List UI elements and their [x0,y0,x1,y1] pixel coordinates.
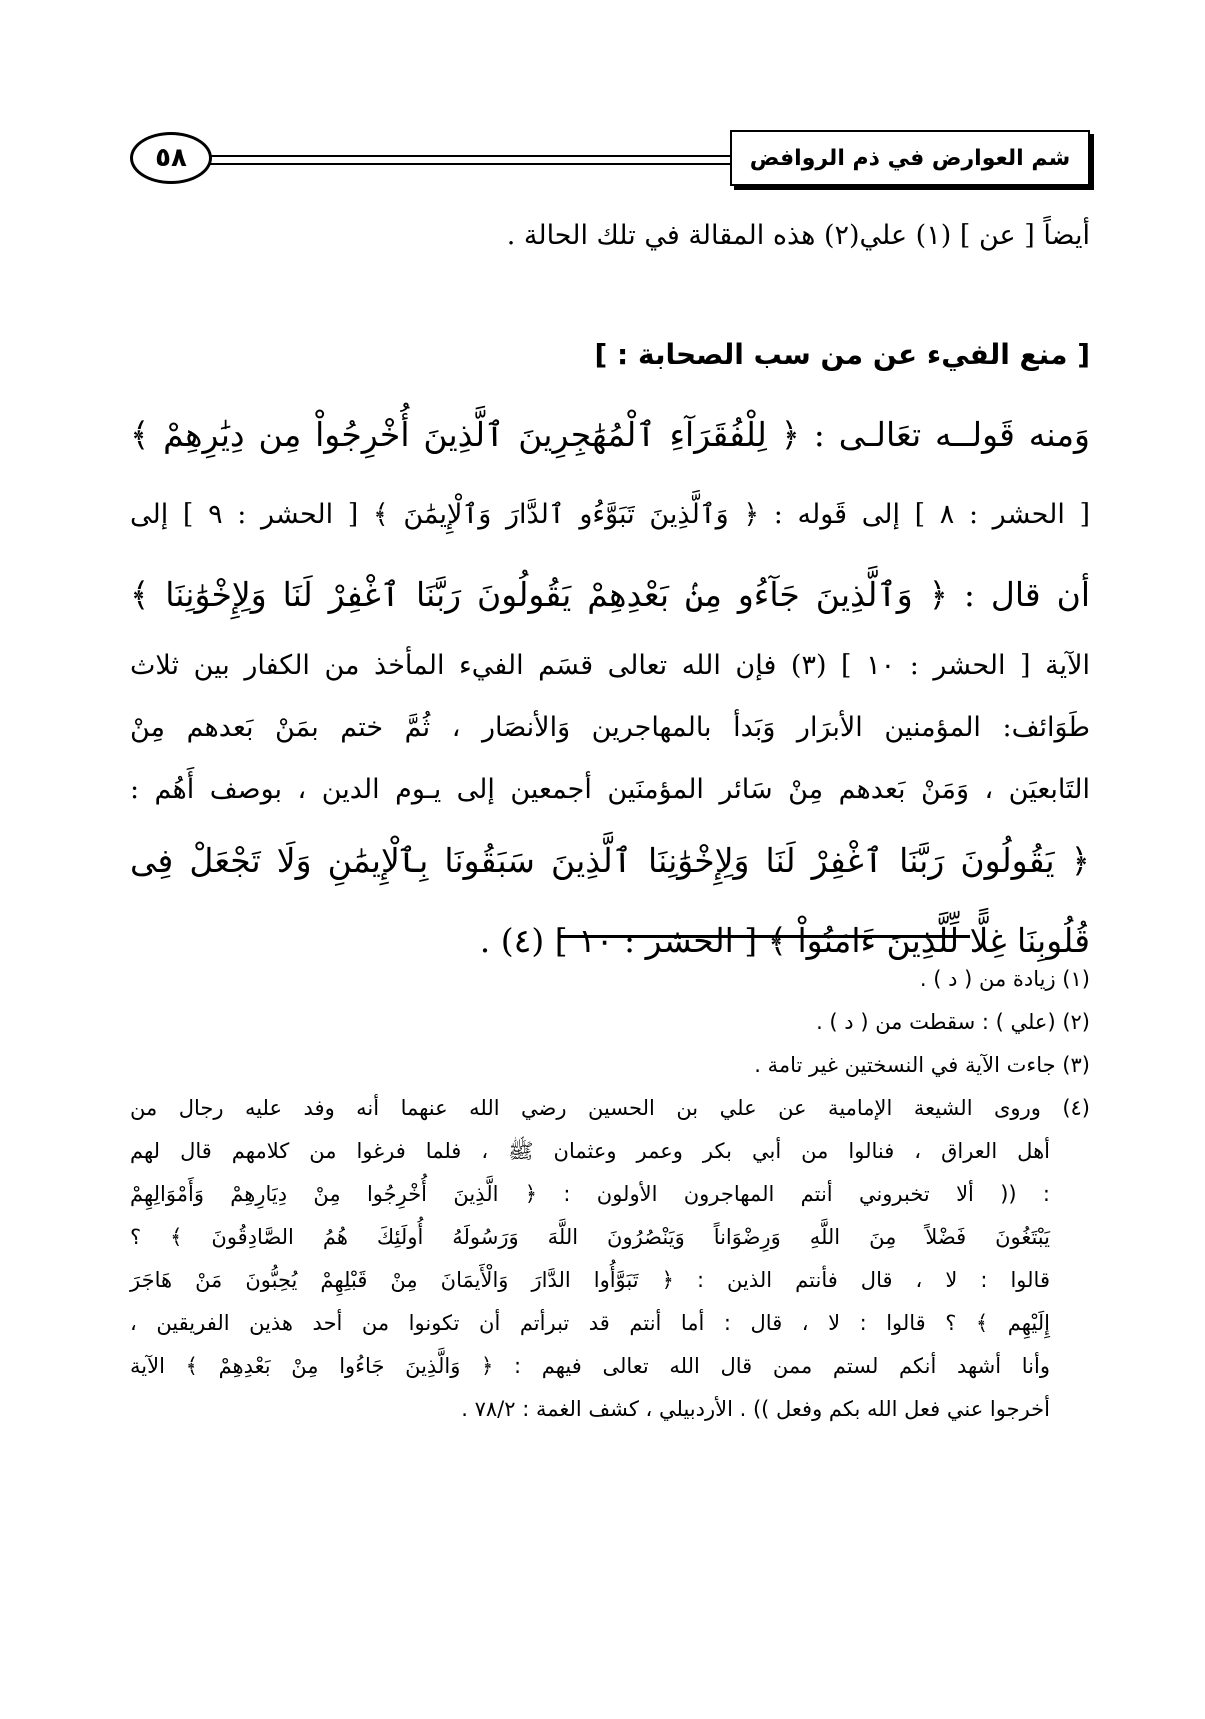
paragraph-line: [ الحشر : ٨ ] إلى قَوله : ﴿ وَٱلَّذِينَ تَبَوَّءُو ٱلدَّارَ وَٱلْإِيمَٰنَ ﴾ [ الحشر : ٩ ] إلى [130,499,1090,530]
paragraph-line: ﴿ يَقُولُونَ رَبَّنَا ٱغْفِرْ لَنَا وَلِإِخْوَٰنِنَا ٱلَّذِينَ سَبَقُونَا بِٱلْإِيمَٰنِ وَلَا تَجْعَلْ فِى [130,841,1090,880]
paragraph-line: أن قال : ﴿ وَٱلَّذِينَ جَآءُو مِنۢ بَعْدِهِمْ يَقُولُونَ رَبَّنَا ٱغْفِرْ لَنَا وَلِإِخْوَٰنِنَا ﴾ [130,575,1090,614]
footnote-item: (٣) جاءت الآية في النسختين غير تامة . [754,1053,1090,1077]
footnote-separator [560,935,970,938]
footnote-4-line: وأنا أشهد أنكم لستم ممن قال الله تعالى فيهم : ﴿ وَالَّذِينَ جَاءُوا مِنْ بَعْدِهِمْ ﴾ الآية [130,1354,1050,1378]
footnote-4-line: إِلَيْهِم ﴾ ؟ قالوا : لا ، قال : أما أنتم قد تبرأتم أن تكونوا من أحد هذين الفريقين ، [130,1311,1050,1335]
footnote-4-line: أهل العراق ، فنالوا من أبي بكر وعمر وعثمان ﷺ ، فلما فرغوا من كلامهم قال لهم [130,1139,1050,1163]
paragraph-line: طَوَائف: المؤمنين الأبرَار وَبَدأ بالمهاجرين وَالأنصَار ، ثُمَّ ختم بمَنْ بَعدهم مِنْ [130,712,1090,743]
footnotes [130,958,1090,1431]
paragraph-line: قُلُوبِنَا غِلًّا لِّلَّذِينَ ءَامَنُواْ ﴾ [ الحشر : ١٠ ] (٤) . [479,921,1090,960]
book-title: شم العوارض في ذم الروافض [730,130,1090,186]
footnote-4-line: : (( ألا تخبروني أنتم المهاجرون الأولون : ﴿ الَّذِينَ أُخْرِجُوا مِنْ دِيَارِهِمْ وَأَمْوَالِهِمْ [130,1182,1050,1206]
footnote-4-line: أخرجوا عني فعل الله بكم وفعل )) . الأردبيلي ، كشف الغمة : ٧٨/٢ . [461,1397,1050,1421]
footnote-4-line: (٤) وروى الشيعة الإمامية عن علي بن الحسين رضي الله عنهما أنه وفد عليه رجال من [130,1096,1090,1120]
footnote-item: (٢) (علي ) : سقطت من ( د ) . [816,1010,1090,1034]
paragraph-line: الآية [ الحشر : ١٠ ] (٣) فإن الله تعالى قسَم الفيء المأخذ من الكفار بين ثلاث [130,650,1090,681]
paragraph-line: وَمنه قَولــه تعَالـى : ﴿ لِلْفُقَرَآءِ ٱلْمُهَٰجِرِينَ ٱلَّذِينَ أُخْرِجُواْ مِن دِيَٰرِهِمْ ﴾ [130,415,1090,454]
footnote-item: (١) زيادة من ( د ) . [919,967,1090,991]
section-heading: [ منع الفيء عن من سب الصحابة : ] [594,338,1090,371]
main-paragraph [130,395,1090,981]
paragraph-line: التَابعيَن ، وَمَنْ بَعدهم مِنْ سَائر المؤمنَين أجمعين إلى يـوم الدين ، بوصف أَهُم : [130,774,1090,805]
header-rule [210,155,730,165]
footnote-4-line: قالوا : لا ، قال فأنتم الذين : ﴿ تَبَوَّأُوا الدَّارَ وَالْأَيمَانَ مِنْ قَبْلِهِمْ يُحِبُّونَ مَنْ هَاجَرَ [130,1268,1050,1292]
page-number: ٥٨ [130,132,212,184]
opening-line-text: أيضاً [ عن ] (١) علي(٢) هذه المقالة في تلك الحالة . [506,220,1090,251]
opening-line [130,220,1090,251]
page-header [130,130,1090,190]
footnote-4-line: يَبْتَغُونَ فَضْلاً مِنَ اللَّهِ وَرِضْوَاناً وَيَنْصُرُونَ اللَّهَ وَرَسُولَهُ أُولَئِكَ هُمُ الصَّادِقُونَ ﴾ ؟ [130,1225,1050,1249]
